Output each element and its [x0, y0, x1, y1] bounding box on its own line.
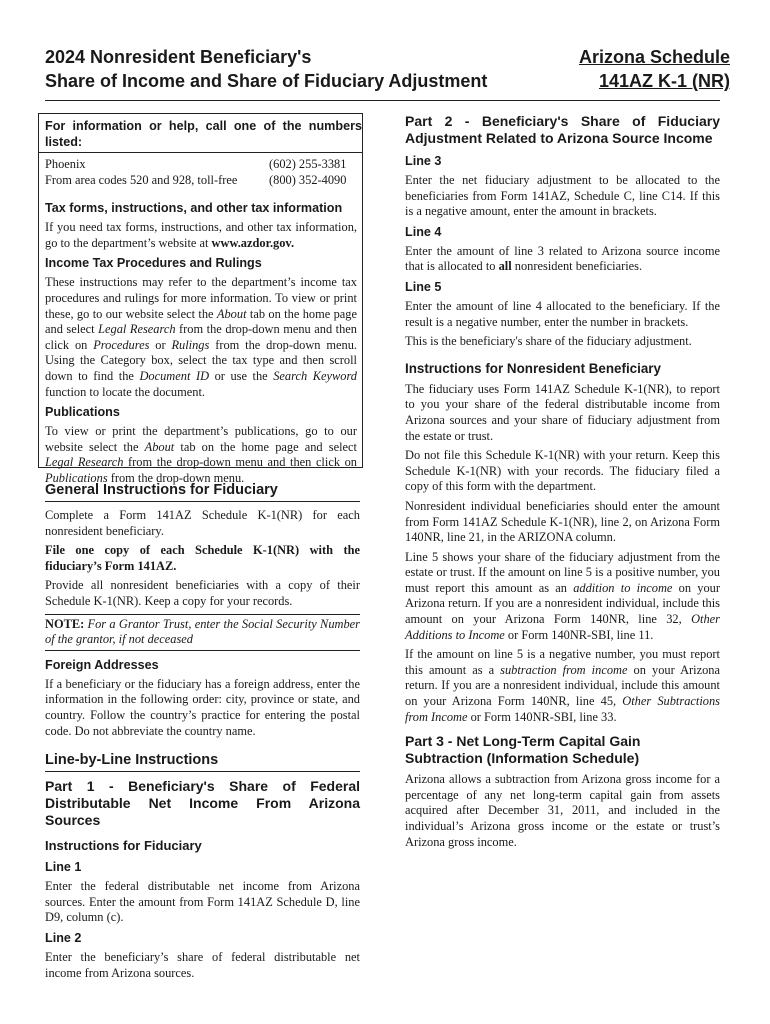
forms-text: If you need tax forms, instructions, and other tax information, go to the department’s website at www.azdor.gov. — [45, 220, 357, 250]
phone-row-phoenix — [45, 157, 357, 173]
phone-number-phoenix: (602) 255-3381 — [269, 157, 347, 171]
info-box — [38, 113, 363, 485]
line5-label: Line 5 — [405, 279, 442, 294]
info-box-heading: For information or help, call one of the numbers listed: — [39, 118, 362, 153]
line2-label: Line 2 — [45, 930, 82, 945]
note-text: For a Grantor Trust, enter the Social Security Number of the grantor, if not deceased — [45, 616, 360, 647]
nonresident-p1: The fiduciary uses Form 141AZ Schedule K-1(NR), to report to you your share of the federal distributable income from Arizona sources and your share of fiduciary adjustment from the estate or trust. — [405, 381, 720, 443]
form-title-line2: Share of Income and Share of Fiduciary Adjustment — [45, 71, 488, 91]
general-instructions-section — [45, 481, 360, 985]
line1-label: Line 1 — [45, 860, 82, 875]
line2-text: Enter the beneficiary’s share of federal distributable net income from Arizona sources. — [45, 949, 360, 980]
part3-text: Arizona allows a subtraction from Arizona gross income for a percentage of any net long-term capital gain from assets acquired after December 31, 2011, and included in the individual’s Arizona gross income or the estate or trust’s Arizona gross income. — [405, 772, 720, 849]
note-label: NOTE: — [45, 616, 85, 631]
publications-heading: Publications — [45, 405, 120, 420]
form-title-line1: 2024 Nonresident Beneficiary's — [45, 47, 312, 67]
foreign-addresses-heading: Foreign Addresses — [45, 657, 159, 672]
nonresident-p4: Line 5 shows your share of the fiduciary adjustment from the estate or trust. If the amount on line 5 is a positive number, you must report this amount as an addition to income on your Arizona return. If you are a nonresident individual, include this amount on your Arizona Form 140NR, line 32, Other Additions to Income or Form 140NR-SBI, line 11. — [405, 549, 720, 642]
forms-heading: Tax forms, instructions, and other tax information — [45, 201, 343, 216]
publications-text: To view or print the department’s publications, go to our website select the About tab on the home page and select Legal Research from the drop-down menu and then click on Publications from the drop-down menu. — [45, 424, 357, 485]
nonresident-p2: Do not file this Schedule K-1(NR) with your return. Keep this Schedule K-1(NR) with your records. The fiduciary filed a copy of this form with the department. — [405, 448, 720, 494]
line5-text: Enter the amount of line 4 allocated to the beneficiary. If the result is a negative number, enter the number in brackets. — [405, 298, 720, 329]
line3-text: Enter the net fiduciary adjustment to be allocated to the beneficiaries from Form 141AZ, Schedule C, line C14. If this is a negative amount, enter the amount in brackets. — [405, 173, 720, 219]
line5-text2: This is the beneficiary's share of the fiduciary adjustment. — [405, 334, 692, 349]
line-by-line-title: Line-by-Line Instructions — [45, 751, 360, 772]
procedures-heading: Income Tax Procedures and Rulings — [45, 256, 262, 271]
header-divider — [45, 100, 720, 101]
grantor-note — [45, 614, 360, 651]
general-instructions-title: General Instructions for Fiduciary — [45, 481, 360, 502]
procedures-text: These instructions may refer to the department’s income tax procedures and rulings for more information. To view or print these, go to our website select the About tab on the home page and select Legal Research from the drop-down menu and then click on Procedures or Rulings from the drop-down menu. Using the Category box, select the tax type and then scroll down to find the Document ID or use the Search Keyword function to locate the document. — [45, 275, 357, 399]
part2-heading: Part 2 - Beneficiary's Share of Fiduciary Adjustment Related to Arizona Source Income — [405, 113, 720, 146]
nonresident-heading: Instructions for Nonresident Beneficiary — [405, 360, 661, 376]
foreign-addresses-text: If a beneficiary or the fiduciary has a foreign address, enter the information in the following order: city, province or state, and country. Follow the country’s practice for entering the postal code. Do not abbreviate the country name. — [45, 676, 360, 738]
nonresident-p5: If the amount on line 5 is a negative number, you must report this amount as a subtraction from income on your Arizona return. If you are a nonresident individual, include this amount on your Arizona Form 140NR, line 45, Other Subtractions from Income or Form 140NR-SBI, line 33. — [405, 647, 720, 724]
right-column — [405, 113, 720, 854]
phone-number-tollfree: (800) 352-4090 — [269, 172, 347, 187]
schedule-label — [540, 45, 730, 93]
part1-heading: Part 1 - Beneficiary's Share of Federal Distributable Net Income From Arizona Sources — [45, 778, 360, 829]
fiduciary-instructions-heading: Instructions for Fiduciary — [45, 838, 202, 854]
form-title — [45, 45, 515, 93]
general-p3: Provide all nonresident beneficiaries with a copy of their Schedule K-1(NR). Keep a copy for your records. — [45, 578, 360, 608]
line4-text: Enter the amount of line 3 related to Arizona source income that is allocated to all nonresident beneficiaries. — [405, 243, 720, 274]
website-link[interactable]: www.azdor.gov. — [211, 235, 295, 250]
phone-label-tollfree: From area codes 520 and 928, toll-free — [45, 172, 238, 187]
schedule-label-line2: 141AZ K-1 (NR) — [598, 71, 730, 91]
line1-text: Enter the federal distributable net income from Arizona sources. Enter the amount from Form 141AZ Schedule D, line D9, column (c). — [45, 879, 360, 925]
general-p2: File one copy of each Schedule K-1(NR) with the fiduciary’s Form 141AZ. — [45, 543, 360, 573]
nonresident-p3: Nonresident individual beneficiaries should enter the amount from Form 141AZ Schedule K-1(NR), line 2, on Arizona Form 140NR, line 21, in the ARIZONA column. — [405, 498, 720, 545]
phone-label-phoenix: Phoenix — [45, 157, 86, 171]
schedule-label-line1: Arizona Schedule — [578, 47, 730, 67]
line3-label: Line 3 — [405, 154, 442, 168]
general-p1: Complete a Form 141AZ Schedule K-1(NR) for each nonresident beneficiary. — [45, 508, 360, 538]
part3-heading: Part 3 - Net Long-Term Capital Gain Subtraction (Information Schedule) — [405, 733, 641, 767]
line4-label: Line 4 — [405, 224, 442, 239]
phone-row-tollfree — [45, 173, 357, 189]
